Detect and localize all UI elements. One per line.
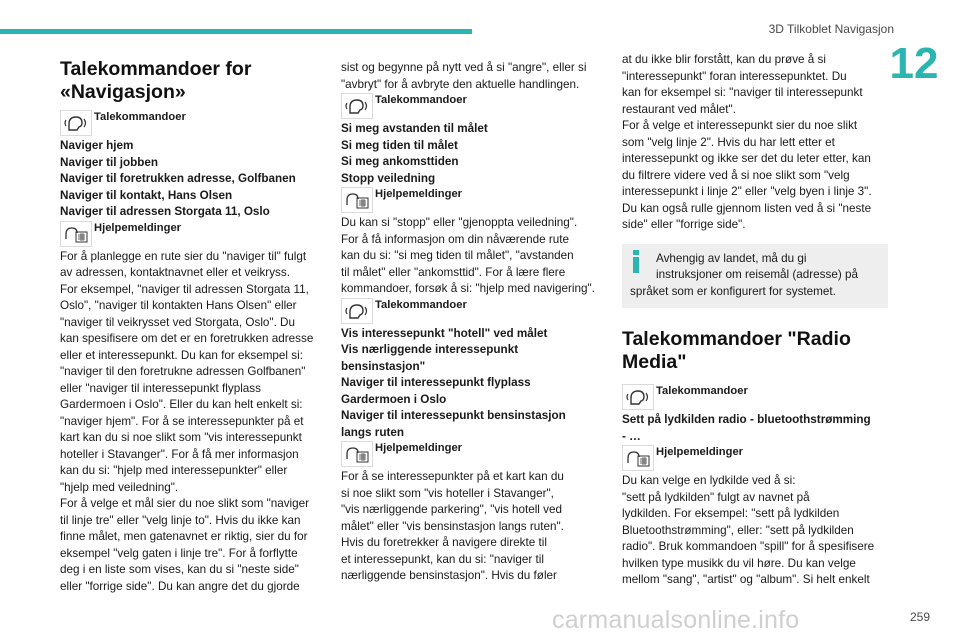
voice-commands-label: Talekommandoer	[656, 385, 748, 397]
section-heading-radio-media: Talekommandoer "Radio Media"	[622, 328, 851, 373]
body-text-line: til linje tre" eller "velg linje to". Hvis du ikke kan	[60, 513, 301, 527]
body-text-line: deg i en liste som vises, kan du si "neste side"	[60, 563, 299, 576]
voice-commands-label: Talekommandoer	[375, 94, 467, 106]
command-line: langs ruten	[341, 425, 404, 439]
body-text-line: til målet" eller "ankomsttid". For å lære flere	[341, 265, 566, 279]
body-text-line: hoteller i Stavanger". For å få mer informasjon	[60, 447, 299, 461]
section-heading-navigation: Talekommandoer for «Navigasjon»	[60, 58, 252, 103]
command-line: - …	[622, 429, 641, 443]
body-text-line: interessepunkt i linje 2" eller "velg byen i linje 3".	[622, 185, 872, 198]
body-text-line: finne målet, men gatenavnet er riktig, sier du for	[60, 530, 308, 543]
body-text-line: si noe slikt som "vis hoteller i Stavanger",	[341, 486, 554, 500]
body-text-line: eller "naviger til interessepunkt flyplass	[60, 381, 261, 395]
note-text-line: Avhengig av landet, må du gi	[656, 251, 807, 265]
body-text-line: som "velg linje 2". Hvis du har lett etter et	[622, 135, 835, 149]
column-2	[341, 60, 609, 585]
note-text-line: språket som er konfigurert for systemet.	[630, 284, 836, 298]
info-note-box	[622, 244, 888, 309]
header-accent-bar	[0, 29, 472, 34]
body-text-line: sist og begynne på nytt ved å si "angre", eller si	[341, 61, 587, 74]
body-text-line: "naviger til veikrysset ved Storgata, Oslo". Du	[60, 315, 295, 329]
voice-commands-label-row	[622, 384, 888, 410]
watermark: carmanualsonline.info	[552, 606, 800, 634]
command-line: Si meg ankomsttiden	[341, 155, 459, 168]
chapter-number: 12	[889, 39, 939, 88]
body-text-line: Gardermoen i Oslo". Eller du kan helt enkelt si:	[60, 398, 303, 411]
body-text-line: kan spesifisere om det er en foretrukken adresse	[60, 332, 314, 345]
help-messages-label: Hjelpemeldinger	[375, 442, 463, 454]
body-text-line: For eksempel, "naviger til adressen Storgata 11,	[60, 282, 309, 296]
body-text-line: Hvis du foretrekker å navigere direkte til	[341, 536, 547, 549]
body-text-line: kart kan du si noe slikt som "vis interessepunkt	[60, 431, 302, 444]
body-text-line: Du kan si "stopp" eller "gjenoppta veiledning".	[341, 216, 578, 229]
body-text-line: kan du si: "hjelp med interessepunkter" eller	[60, 464, 288, 477]
body-text-line: "interessepunkt" foran interessepunktet. Du	[622, 69, 847, 83]
body-text-line: kan for eksempel si: "naviger til interessepunkt	[622, 86, 863, 99]
body-text-line: du filtrere videre ved å si noe slikt som "velg	[622, 168, 850, 182]
command-line: Naviger til interessepunkt flyplass	[341, 376, 531, 389]
body-text-line: "naviger til den foretrukne adressen Golfbanen"	[60, 365, 306, 378]
body-text-line: at du ikke blir forstått, kan du prøve å si	[622, 53, 826, 66]
command-line: Naviger til jobben	[60, 155, 159, 169]
body-text-line: "avbryt" for å avbryte den aktuelle handlingen.	[341, 77, 580, 91]
body-text-line: For å velge et mål sier du noe slikt som "naviger	[60, 497, 310, 510]
help-messages-icon	[60, 221, 92, 247]
command-line: Sett på lydkilden radio - bluetoothstrømming	[622, 413, 871, 426]
body-text-line: av adressen, kontaktnavnet eller et veikryss.	[60, 266, 290, 279]
help-messages-icon	[341, 187, 373, 213]
body-text-line: interessepunkt og ikke ser det du leter etter, kan	[622, 152, 871, 165]
command-line: Gardermoen i Oslo	[341, 392, 447, 406]
body-text-line: Du kan også rulle gjennom listen ved å si "neste	[622, 201, 872, 215]
help-messages-label-row	[60, 221, 322, 247]
help-messages-label-row	[341, 441, 609, 467]
help-messages-label: Hjelpemeldinger	[94, 221, 182, 234]
body-text-line: eksempel "velg gaten i linje tre". For å forflytte	[60, 546, 298, 560]
body-text-line: "vis nærliggende parkering", "vis hotell ved	[341, 503, 562, 516]
column-3	[622, 52, 888, 589]
body-text-line: "naviger hjem". For å se interessepunkter på et	[60, 414, 304, 428]
help-messages-label: Hjelpemeldinger	[656, 446, 744, 458]
body-text-line: målet" eller "vis bensinstasjon langs ruten".	[341, 519, 564, 533]
command-line: Si meg tiden til målet	[341, 138, 458, 152]
body-text-line: Du kan velge en lydkilde ved å si:	[622, 474, 796, 487]
body-text-line: eller et interessepunkt. Du kan for eksempel si:	[60, 348, 303, 362]
note-text-line: instruksjoner om reisemål (adresse) på	[656, 268, 859, 281]
command-line: Naviger til foretrukken adresse, Golfbanen	[60, 172, 296, 185]
voice-commands-label: Talekommandoer	[375, 298, 467, 311]
chapter-title: 3D Tilkoblet Navigasjon	[768, 22, 894, 36]
voice-command-icon	[60, 110, 92, 136]
body-text-line: hvilken type musikk du vil høre. Du kan velge	[622, 556, 856, 570]
body-text-line: kan du si: "si meg tiden til målet", "avstanden	[341, 249, 574, 262]
info-icon	[630, 250, 642, 274]
help-messages-label: Hjelpemeldinger	[375, 188, 463, 200]
command-line: Vis interessepunkt "hotell" ved målet	[341, 326, 548, 340]
command-line: Naviger hjem	[60, 139, 134, 152]
command-line: Stopp veiledning	[341, 171, 436, 185]
body-text-line: Bluetoothstrømming", eller: "sett på lydkilden	[622, 523, 854, 537]
body-text-line: lydkilden. For eksempel: "sett på lydkilden	[622, 507, 840, 520]
help-messages-icon	[341, 441, 373, 467]
body-text-line: mellom "sang", "artist" og "album". Si helt enkelt	[622, 573, 870, 586]
body-text-line: kommandoer, forsøk å si: "hjelp med navigering".	[341, 282, 595, 295]
body-text-line: radio". Bruk kommandoen "spill" for å spesifisere	[622, 540, 875, 553]
body-text-line: et interessepunkt, kan du si: "naviger til	[341, 552, 544, 566]
body-text-line: For å få informasjon om din nåværende rute	[341, 232, 570, 246]
command-line: Naviger til kontakt, Hans Olsen	[60, 188, 233, 202]
body-text-line: nærliggende bensinstasjon". Hvis du føler	[341, 569, 557, 582]
command-line: Si meg avstanden til målet	[341, 122, 488, 135]
column-1	[60, 58, 322, 595]
body-text-line: restaurant ved målet".	[622, 102, 736, 116]
body-text-line: "hjelp med veiledning".	[60, 480, 179, 494]
voice-command-icon	[622, 384, 654, 410]
voice-commands-label-row	[60, 110, 322, 136]
body-text-line: For å se interessepunkter på et kart kan du	[341, 470, 564, 483]
body-text-line: "sett på lydkilden" fulgt av navnet på	[622, 490, 810, 504]
help-messages-label-row	[341, 187, 609, 213]
voice-commands-label-row	[341, 298, 609, 324]
voice-commands-label-row	[341, 93, 609, 119]
voice-command-icon	[341, 298, 373, 324]
command-line: Naviger til adressen Storgata 11, Oslo	[60, 205, 270, 218]
body-text-line: For å planlegge en rute sier du "naviger til" fulgt	[60, 249, 307, 263]
voice-command-icon	[341, 93, 373, 119]
command-line: bensinstasjon"	[341, 359, 426, 373]
command-line: Vis nærliggende interessepunkt	[341, 343, 519, 356]
body-text-line: For å velge et interessepunkt sier du noe slikt	[622, 119, 858, 132]
body-text-line: Oslo", "naviger til kontakten Hans Olsen" eller	[60, 299, 297, 312]
page-number: 259	[909, 610, 930, 624]
voice-commands-label: Talekommandoer	[94, 111, 186, 123]
help-messages-label-row	[622, 445, 888, 471]
body-text-line: eller "forrige side". Du kan angre det du gjorde	[60, 579, 300, 593]
body-text-line: side" eller "forrige side".	[622, 218, 746, 231]
help-messages-icon	[622, 445, 654, 471]
command-line: Naviger til interessepunkt bensinstasjon	[341, 409, 566, 422]
